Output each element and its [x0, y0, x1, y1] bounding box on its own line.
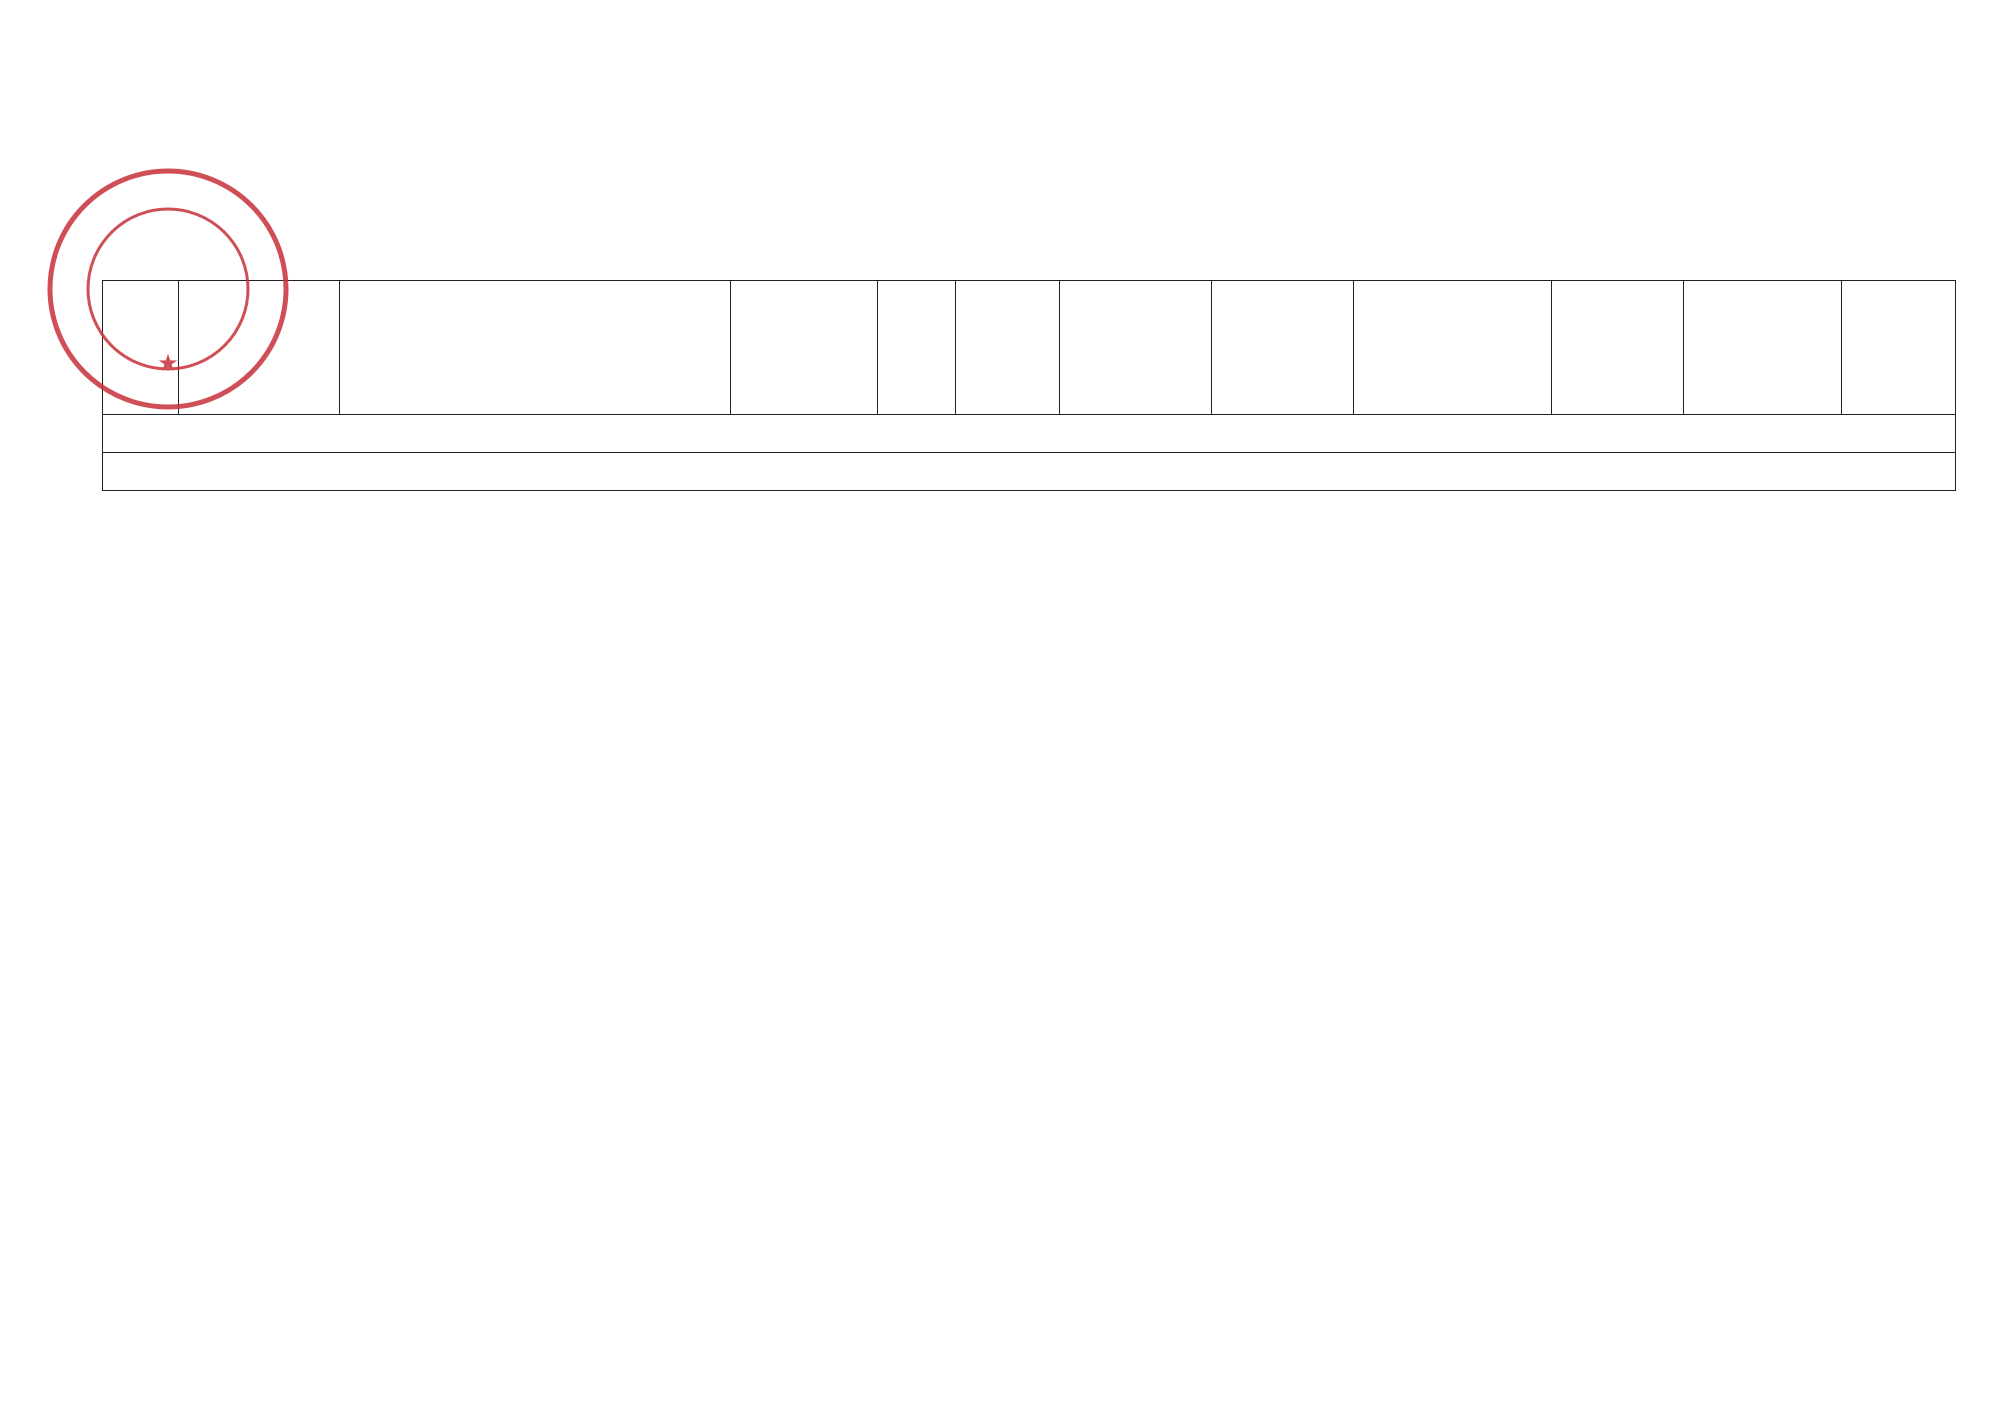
header-noi-sinh	[1212, 281, 1354, 415]
section-khoa-label	[103, 415, 1956, 453]
header-dan-toc	[956, 281, 1060, 415]
header-diem	[1552, 281, 1684, 415]
section-khoa-row	[103, 415, 1956, 453]
header-lop	[1060, 281, 1212, 415]
table-body	[103, 415, 1956, 491]
header-ngay-sinh	[731, 281, 878, 415]
graduates-table	[102, 280, 1956, 491]
seal-star-icon: ★	[157, 351, 179, 377]
header-ho-ten	[340, 281, 731, 415]
section-nganh-label	[103, 453, 1956, 491]
header-stt	[103, 281, 179, 415]
header-que-quan	[1354, 281, 1552, 415]
header-ma-hs	[179, 281, 340, 415]
header-xep-loai	[1684, 281, 1842, 415]
header-gioi-tinh	[878, 281, 956, 415]
header-ghi-chu	[1842, 281, 1956, 415]
section-nganh-row	[103, 453, 1956, 491]
table-header-row	[103, 281, 1956, 415]
